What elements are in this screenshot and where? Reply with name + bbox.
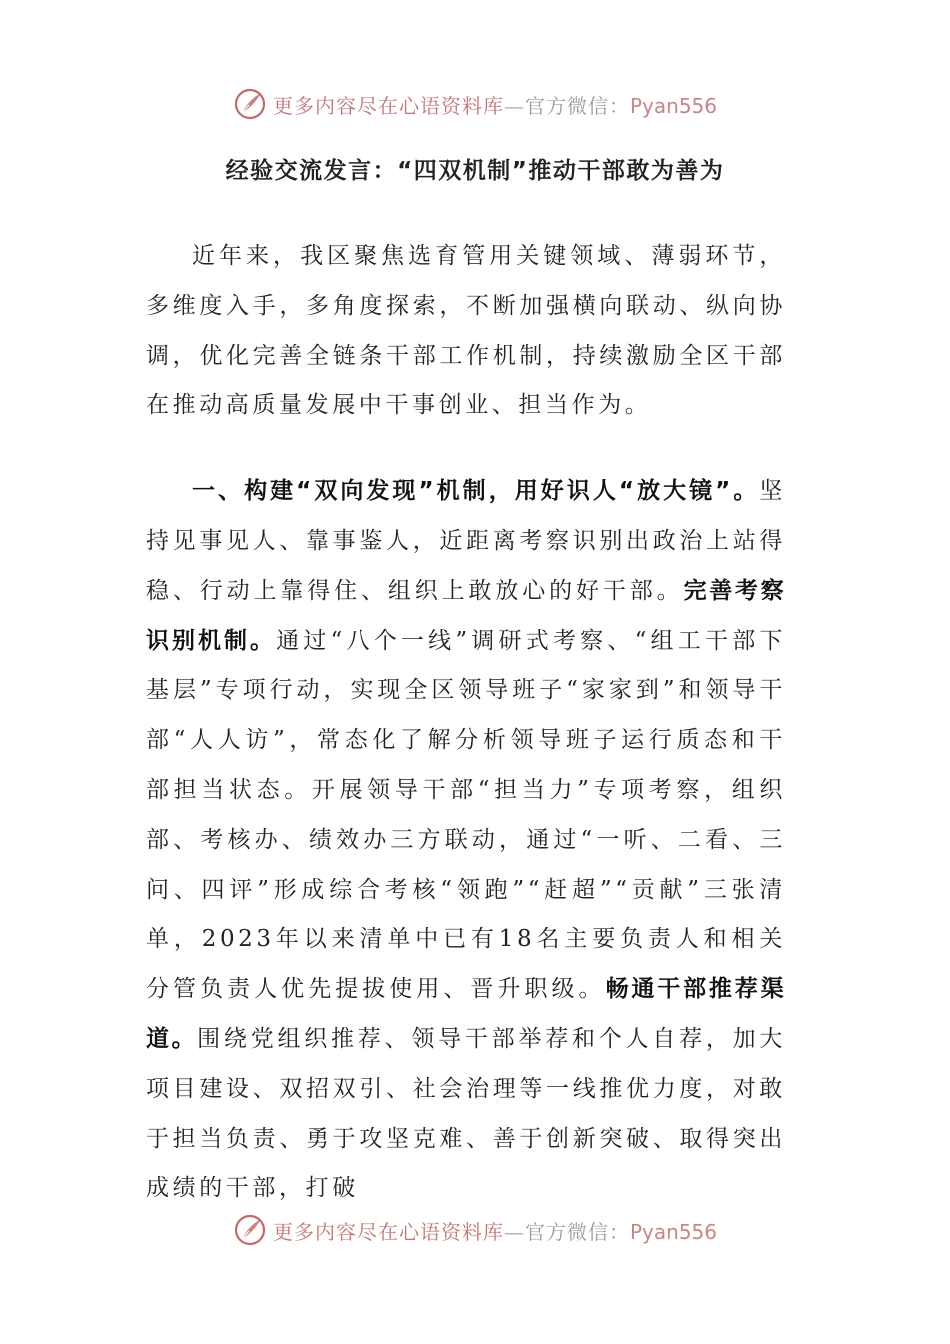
- footer-watermark: [0, 1210, 950, 1250]
- section-one-subheading-a: 完善考察识别机制。: [146, 577, 786, 654]
- section-one-text-a: 坚持见事见人、靠事鉴人，近距离考察识别出政治上站得稳、行动上靠得住、组织上敢放心的好干部。: [146, 478, 786, 604]
- intro-paragraph: 近年来，我区聚焦选育管用关键领域、薄弱环节，多维度入手，多角度探索，不断加强横向联动、纵向协调，优化完善全链条干部工作机制，持续激励全区干部在推动高质量发展中干事创业、担当作为。: [146, 243, 786, 419]
- section-one-subheading-b: 畅通干部推荐渠道。: [146, 976, 786, 1052]
- watermark-text: 更多内容尽在心语资料库—官方微信：Pyan556: [272, 1219, 717, 1244]
- document-body: [146, 232, 786, 1214]
- watermark-text: 更多内容尽在心语资料库—官方微信：Pyan556: [272, 93, 717, 118]
- section-one-paragraph: [146, 467, 786, 1214]
- section-one-heading: 一、构建“双向发现”机制，用好识人“放大镜”。: [192, 478, 760, 505]
- section-one-text-b: 通过“八个一线”调研式考察、“组工干部下基层”专项行动，实现全区领导班子“家家到”和领导干部“人人访”，常态化了解分析领导班子运行质态和干部担当状态。开展领导干部“担当力”专项考察，组织部、考核办、绩效办三方联动，通过“一听、二看、三问、四评”形成综合考核“领跑”“赶超”“贡献”三张清单，2023年以来清单中已有18名主要负责人和相关分管负责人优先提拔使用、晋升职级。: [146, 627, 787, 1003]
- header-watermark: [0, 84, 950, 124]
- quill-logo-icon: [233, 1213, 267, 1247]
- document-title: 经验交流发言：“四双机制”推动干部敢为善为: [225, 158, 725, 184]
- section-one-text-c: 围绕党组织推荐、领导干部举荐和个人自荐，加大项目建设、双招双引、社会治理等一线推优力度，对敢于担当负责、勇于攻坚克难、善于创新突破、取得突出成绩的干部，打破: [146, 1025, 786, 1202]
- quill-logo-icon: [233, 87, 267, 121]
